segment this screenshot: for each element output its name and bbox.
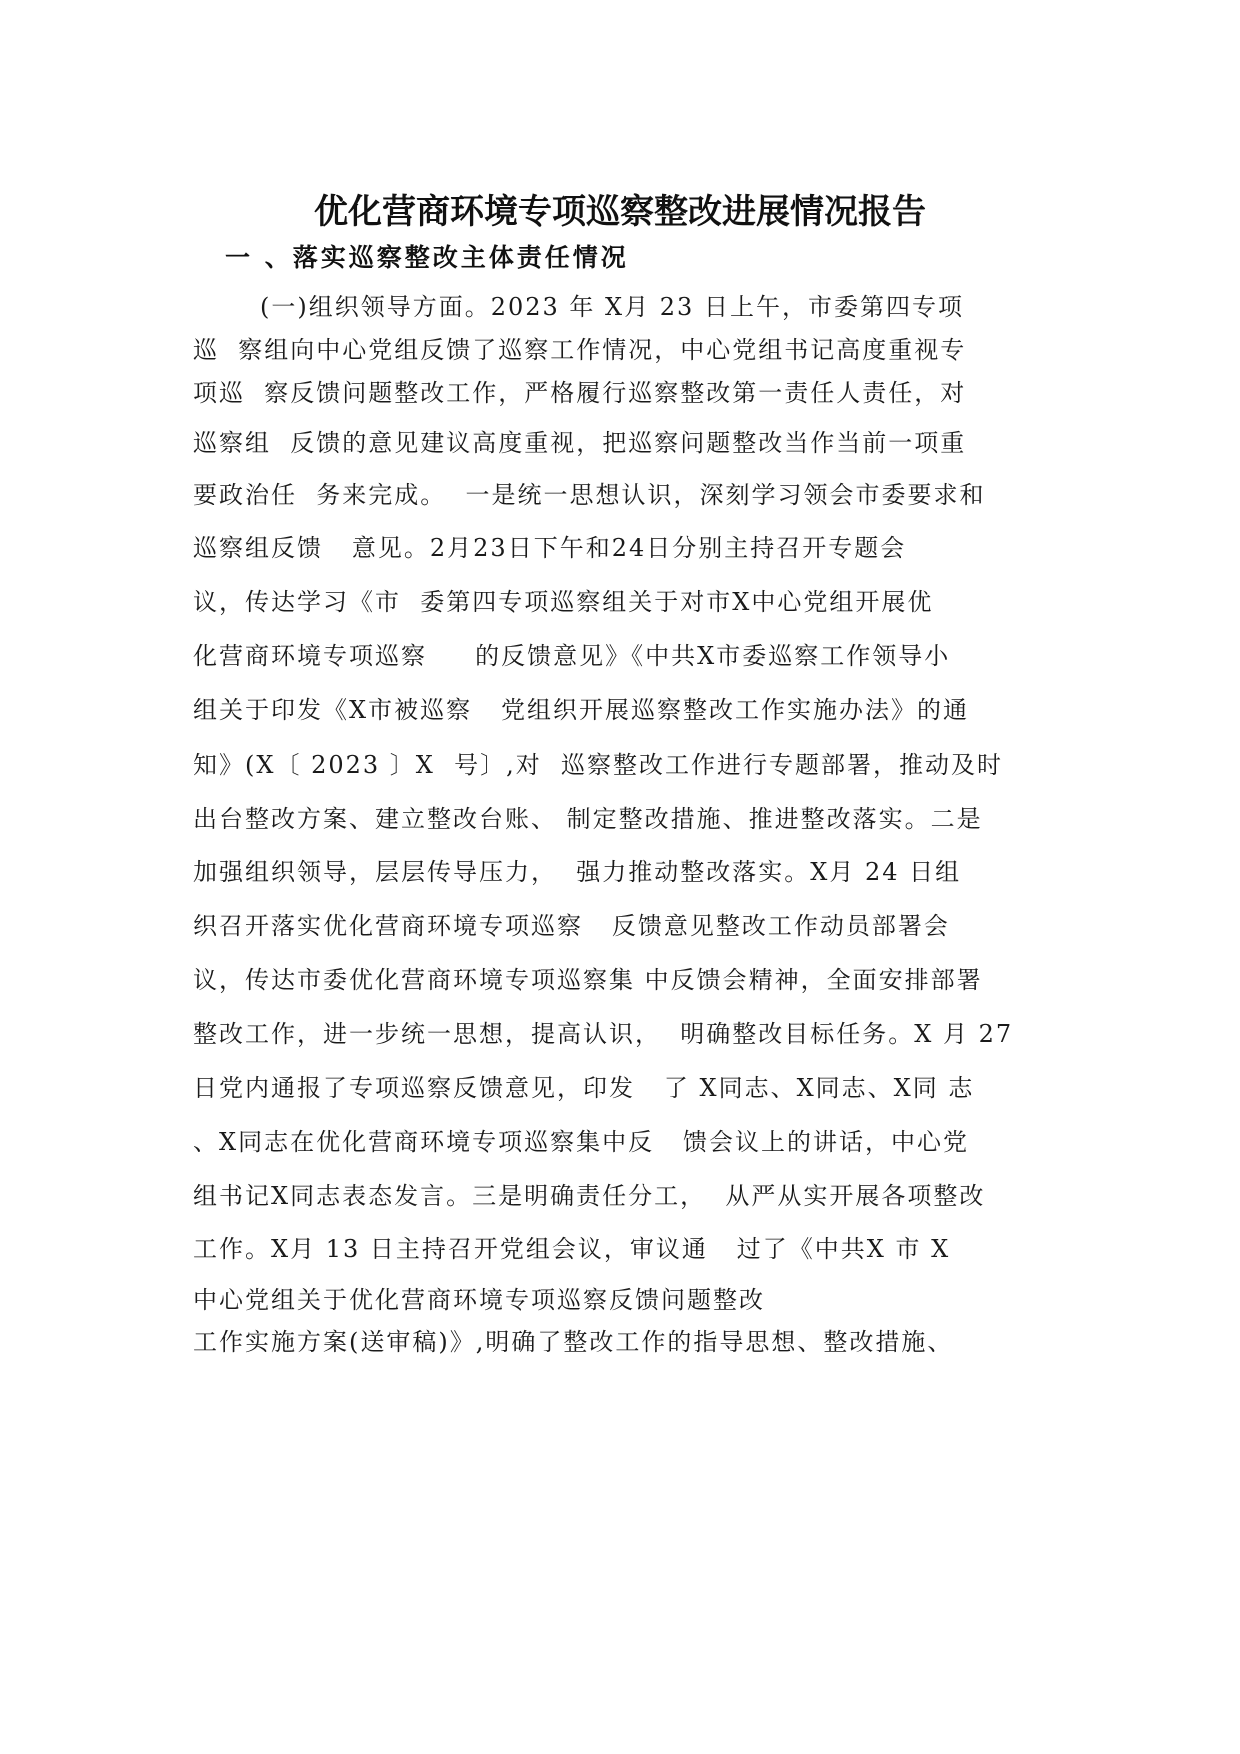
paragraph-line: 整改工作，进一步统一思想，提高认识， 明确整改目标任务。X 月 27 bbox=[193, 1020, 1014, 1048]
paragraph-line: 加强组织领导，层层传导压力， 强力推动整改落实。X月 24 日组 bbox=[193, 858, 962, 886]
paragraph-line: 巡 察组向中心党组反馈了巡察工作情况，中心党组书记高度重视专 bbox=[193, 336, 967, 364]
paragraph-line: 工作实施方案(送审稿)》,明确了整改工作的指导思想、整改措施、 bbox=[193, 1328, 954, 1356]
paragraph-line: 织召开落实优化营商环境专项巡察 反馈意见整改工作动员部署会 bbox=[193, 912, 950, 940]
document-title: 优化营商环境专项巡察整改进展情况报告 bbox=[314, 192, 926, 232]
paragraph-line: 出台整改方案、建立整改台账、 制定整改措施、推进整改落实。二是 bbox=[193, 805, 983, 833]
section-heading: 一 、落实巡察整改主体责任情况 bbox=[225, 243, 629, 272]
paragraph-line: 要政治任 务来完成。 一是统一思想认识，深刻学习领会市委要求和 bbox=[193, 481, 986, 509]
paragraph-line: 日党内通报了专项巡察反馈意见，印发 了 X同志、X同志、X同 志 bbox=[193, 1074, 975, 1102]
paragraph-line: 巡察组反馈 意见。2月23日下午和24日分别主持召开专题会 bbox=[193, 534, 907, 562]
paragraph-line: 项巡 察反馈问题整改工作，严格履行巡察整改第一责任人责任，对 bbox=[193, 379, 967, 407]
paragraph-line: 议，传达市委优化营商环境专项巡察集 中反馈会精神，全面安排部署 bbox=[193, 966, 983, 994]
paragraph-line: 组关于印发《X市被巡察 党组织开展巡察整改工作实施办法》的通 bbox=[193, 696, 969, 724]
paragraph-line: (一)组织领导方面。2023 年 X月 23 日上午，市委第四专项 bbox=[260, 293, 964, 321]
paragraph-line: 巡察组 反馈的意见建议高度重视，把巡察问题整改当作当前一项重 bbox=[193, 429, 967, 457]
paragraph-line: 组书记X同志表态发言。三是明确责任分工， 从严从实开展各项整改 bbox=[193, 1182, 986, 1210]
paragraph-line: 工作。X月 13 日主持召开党组会议，审议通 过了《中共X 市 X bbox=[193, 1235, 951, 1263]
paragraph-line: 知》(X〔 2023 〕X 号〕,对 巡察整改工作进行专题部署，推动及时 bbox=[193, 751, 1004, 779]
paragraph-line: 议，传达学习《市 委第四专项巡察组关于对市X中心党组开展优 bbox=[193, 588, 934, 616]
paragraph-line: 、X同志在优化营商环境专项巡察集中反 馈会议上的讲话，中心党 bbox=[193, 1128, 969, 1156]
paragraph-line: 中心党组关于优化营商环境专项巡察反馈问题整改 bbox=[193, 1286, 765, 1314]
paragraph-line: 化营商环境专项巡察 的反馈意见》《中共X市委巡察工作领导小 bbox=[193, 642, 951, 670]
